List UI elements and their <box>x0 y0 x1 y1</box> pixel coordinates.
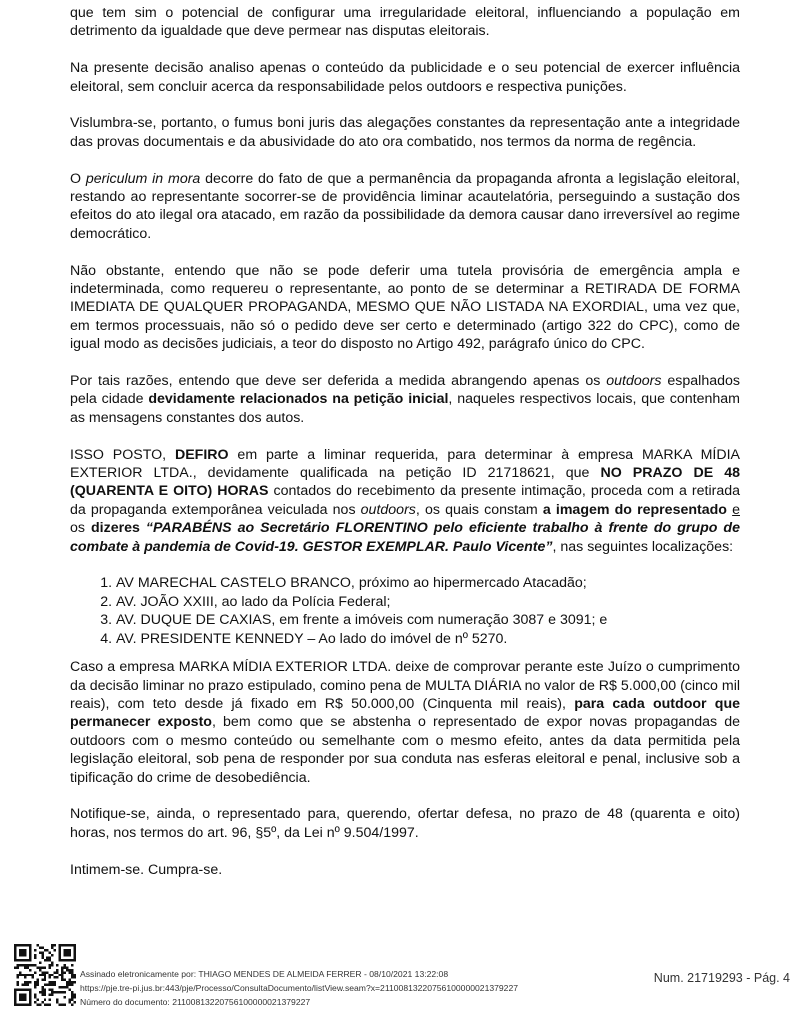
paragraph <box>70 446 740 556</box>
text-segment: Por tais razões, entendo que deve ser deferida a medida abrangendo apenas os <box>70 373 607 390</box>
text-segment: outdoors <box>360 501 416 518</box>
location-item: 4. AV. PRESIDENTE KENNEDY – Ao lado do imóvel de nº 5270. <box>116 630 740 648</box>
text-segment: O <box>70 170 86 187</box>
page-number: Num. 21719293 - Pág. 4 <box>653 971 790 985</box>
text-segment: Vislumbra-se, portanto, o fumus boni juris das alegações constantes da representação ante a integridade das provas documentais e da abusividade do ato ora combatido, nos termos da norma de regência. <box>70 115 740 150</box>
text-segment: e <box>732 501 740 518</box>
paragraph <box>70 262 740 354</box>
signature-info <box>80 967 518 1009</box>
location-item: 3. AV. DUQUE DE CAXIAS, em frente a imóveis com numeração 3087 e 3091; e <box>116 611 740 629</box>
text-segment: para cada outdoor que permanecer exposto <box>70 695 741 731</box>
paragraph <box>70 4 740 41</box>
document-number: Número do documento: 21100813220756100000021379227 <box>80 997 311 1007</box>
text-segment: , nas seguintes localizações: <box>552 538 734 555</box>
document-body <box>70 0 740 897</box>
text-segment: dizeres <box>91 520 140 537</box>
text-segment: outdoors <box>606 373 662 390</box>
paragraph <box>70 658 740 787</box>
text-segment: Não obstante, entendo que não se pode deferir uma tutela provisória de emergência ampla e indeterminada, como requereu o representante, ao ponto de se determinar a RETIRADA DE FORMA IMEDIATA DE QUALQUER PROPAGANDA, MESMO QUE NÃO LISTADA NA EXORDIAL, uma vez que, em termos processuais, não só o pedido deve ser certo e determinado (artigo 322 do CPC), como de igual modo as decisões judiciais, a teor do disposto no Artigo 492, parágrafo único do CPC. <box>70 262 740 353</box>
location-item: 1. AV MARECHAL CASTELO BRANCO, próximo ao hipermercado Atacadão; <box>116 574 740 592</box>
text-segment: contados do recebimento da presente intimação, proceda com a retirada da propaganda extemporânea veiculada nos <box>70 483 740 518</box>
text-segment: NO PRAZO DE 48 (QUARENTA E OITO) HORAS <box>70 465 740 500</box>
text-segment: os <box>70 520 91 537</box>
locations-list <box>70 574 740 648</box>
text-segment: DEFIRO <box>174 446 229 463</box>
text-segment: periculum in mora <box>85 170 201 187</box>
text-segment: Intimem-se. Cumpra-se. <box>70 861 223 878</box>
location-item: 2. AV. JOÃO XXIII, ao lado da Polícia Federal; <box>116 593 740 611</box>
text-segment: “PARABÉNS ao Secretário FLORENTINO pelo eficiente trabalho à frente do grupo de combate à pandemia de Covid-19. GESTOR EXEMPLAR. Paulo Vicente” <box>70 520 740 555</box>
text-segment: , naqueles respectivos locais, que contenham as mensagens constantes dos autos. <box>70 391 740 426</box>
text-segment: Notifique-se, ainda, o representado para, querendo, ofertar defesa, no prazo de 48 (quarenta e oito) horas, nos termos do art. 96, §5º, da Lei nº 9.504/1997. <box>70 806 740 841</box>
text-segment: , bem como que se abstenha o representado de expor novas propagandas de outdoors com o mesmo conteúdo ou semelhante com o mesmo efeito, antes da data permitida pela legislação eleitoral, sob pena de responder por sua conduta nas esferas eleitoral e penal, inclusive sob a tipificação do crime de desobediência. <box>70 714 740 786</box>
text-segment: espalhados pela cidade <box>70 373 740 408</box>
text-segment: ISSO POSTO, <box>70 446 175 463</box>
text-segment: que tem sim o potencial de configurar uma irregularidade eleitoral, influenciando a população em detrimento da igualdade que deve permear nas disputas eleitorais. <box>70 5 740 40</box>
closing-paragraphs <box>70 658 740 879</box>
text-segment: , os quais constam <box>415 501 543 518</box>
paragraph <box>70 861 740 879</box>
paragraph <box>70 372 740 427</box>
text-segment: em parte a liminar requerida, para determinar à empresa MARKA MÍDIA EXTERIOR LTDA., devidamente qualificada na petição ID 21718621, que <box>70 446 740 482</box>
text-segment: devidamente relacionados na petição inicial <box>148 391 449 408</box>
text-segment: Na presente decisão analiso apenas o conteúdo da publicidade e o seu potencial de exercer influência eleitoral, sem concluir acerca da responsabilidade pelos outdoors e respectiva punições. <box>70 60 740 95</box>
signature-footer <box>0 940 800 1011</box>
paragraphs <box>70 4 740 556</box>
paragraph <box>70 59 740 96</box>
paragraph <box>70 114 740 151</box>
text-segment: decorre do fato de que a permanência da propaganda afronta a legislação eleitoral, restando ao representante socorrer-se de providência liminar acautelatória, perseguindo a sustação dos efeitos do ato ilegal ora atacado, em razão da possibilidade da demora causar dano irreversível ao regime democrático. <box>70 170 740 242</box>
signed-by: Assinado eletronicamente por: THIAGO MENDES DE ALMEIDA FERRER - 08/10/2021 13:22:08 <box>80 969 449 979</box>
text-segment: a imagem do representado <box>542 501 727 518</box>
paragraph <box>70 170 740 244</box>
document-url[interactable]: https://pje.tre-pi.jus.br:443/pje/Processo/ConsultaDocumento/listView.seam?x=21100813220756100000021379227 <box>80 983 519 993</box>
text-segment: Caso a empresa MARKA MÍDIA EXTERIOR LTDA. deixe de comprovar perante este Juízo o cumprimento da decisão liminar no prazo estipulado, comino pena de MULTA DIÁRIA no valor de R$ 5.000,00 (cinco mil reais), com teto desde já fixado em R$ 50.000,00 (Cinquenta mil reais), <box>70 659 740 712</box>
qr-code-icon <box>14 944 76 1006</box>
paragraph <box>70 805 740 842</box>
